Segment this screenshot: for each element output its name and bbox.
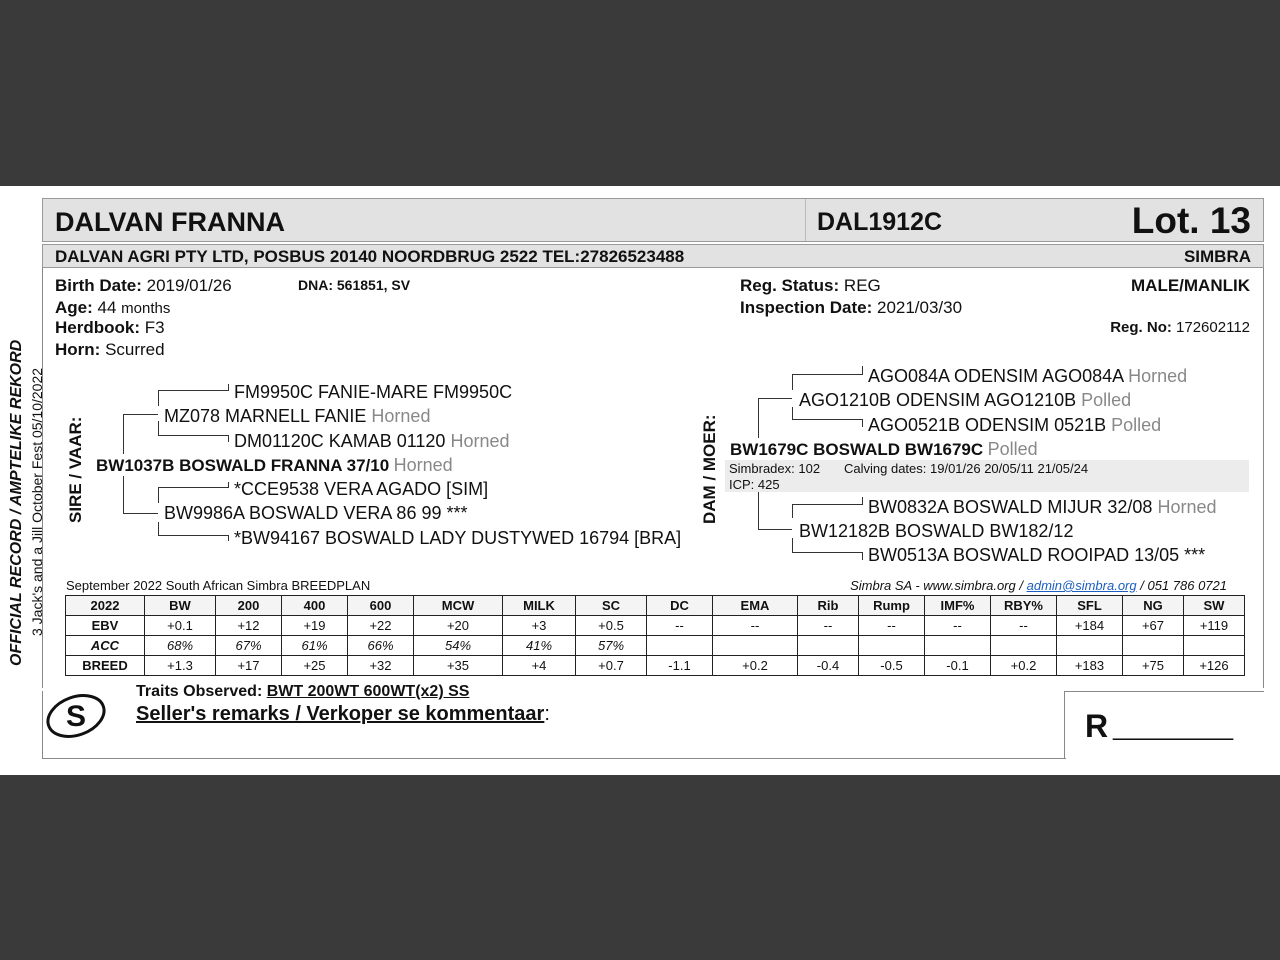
pedigree-line xyxy=(158,487,159,503)
dam-name xyxy=(730,439,1038,460)
traits-observed xyxy=(136,683,469,701)
table-cell: 41% xyxy=(503,636,576,656)
lot-number: Lot. 13 xyxy=(1131,200,1251,241)
table-cell: +0.5 xyxy=(576,616,647,636)
event-label: 3 Jack's and a Jill October Fest 05/10/2022 xyxy=(29,367,45,636)
sellers-remarks xyxy=(136,703,550,726)
pedigree-line xyxy=(792,374,862,375)
table-cell: +32 xyxy=(348,656,414,676)
dam-dam-dam: BW0513A BOSWALD ROOIPAD 13/05 *** xyxy=(868,545,1206,565)
reg-no-label: Reg. No: xyxy=(1110,319,1172,336)
sire-sire-dam-horn: Horned xyxy=(450,431,510,451)
table-header-row xyxy=(66,596,1245,616)
table-cell: +0.2 xyxy=(991,656,1057,676)
table-cell: BREED xyxy=(66,656,145,676)
table-cell: +25 xyxy=(282,656,348,676)
inspection-date-label: Inspection Date: xyxy=(740,298,873,317)
horn-label: Horn: xyxy=(55,340,101,359)
reg-no-value: 172602112 xyxy=(1176,319,1250,336)
table-cell: +0.7 xyxy=(576,656,647,676)
table-cell: -- xyxy=(647,616,713,636)
age-unit: months xyxy=(121,300,171,317)
dam-sire xyxy=(799,390,1131,411)
table-cell: +3 xyxy=(503,616,576,636)
table-cell: +12 xyxy=(216,616,282,636)
herdbook xyxy=(55,318,165,338)
herdbook-label: Herdbook: xyxy=(55,318,140,337)
dam-sire-name: AGO1210B ODENSIM AGO1210B xyxy=(799,390,1077,410)
table-cell: +0.2 xyxy=(713,656,798,676)
breed: SIMBRA xyxy=(1183,247,1251,266)
table-cell: -0.4 xyxy=(798,656,859,676)
table-cell: +19 xyxy=(282,616,348,636)
dam-horn: Polled xyxy=(987,439,1038,459)
table-cell: -0.1 xyxy=(925,656,991,676)
table-cell: +183 xyxy=(1057,656,1123,676)
sire-sire-dam-name: DM01120C KAMAB 01120 xyxy=(234,431,446,451)
icp: ICP: 425 xyxy=(729,477,780,492)
animal-name: DALVAN FRANNA xyxy=(55,207,285,237)
breedplan-caption: September 2022 South African Simbra BREEDPLAN xyxy=(66,578,371,593)
sire-dam-sire: *CCE9538 VERA AGADO [SIM] xyxy=(234,479,489,499)
pedigree-line xyxy=(123,414,124,454)
pedigree-line xyxy=(758,398,759,438)
age xyxy=(55,298,170,318)
dam-dam-sire-horn: Horned xyxy=(1157,497,1217,517)
table-header: BW xyxy=(145,596,216,616)
dam-sire-sire-horn: Horned xyxy=(1128,366,1188,386)
table-cell: +20 xyxy=(414,616,503,636)
pedigree-line xyxy=(792,504,862,505)
breeder-line: DALVAN AGRI PTY LTD, POSBUS 20140 NOORDBRUG 2522 TEL:27826523488 xyxy=(55,247,685,266)
pedigree-line xyxy=(123,414,158,415)
horn xyxy=(55,340,165,360)
pedigree-line xyxy=(158,390,228,391)
table-header: 600 xyxy=(348,596,414,616)
table-cell xyxy=(859,636,925,656)
table-cell: -0.5 xyxy=(859,656,925,676)
table-header: DC xyxy=(647,596,713,616)
dam-dam-sire xyxy=(868,497,1217,518)
table-cell: 57% xyxy=(576,636,647,656)
table-cell: +75 xyxy=(1123,656,1184,676)
breeder-bar xyxy=(42,244,1264,268)
table-header: MCW xyxy=(414,596,503,616)
table-header: Rib xyxy=(798,596,859,616)
dam-label: DAM / MOER: xyxy=(700,414,719,524)
dam-dam: BW12182B BOSWALD BW182/12 xyxy=(799,521,1074,541)
breedplan-table xyxy=(65,595,1245,676)
title-bar xyxy=(42,198,1264,242)
pedigree-line xyxy=(792,504,793,518)
table-cell: 67% xyxy=(216,636,282,656)
table-cell xyxy=(1123,636,1184,656)
sire-horn: Horned xyxy=(393,455,453,475)
simbra-logo-icon xyxy=(44,688,108,744)
table-cell: +67 xyxy=(1123,616,1184,636)
table-cell: -- xyxy=(798,616,859,636)
pedigree-line xyxy=(123,513,158,514)
sire-label: SIRE / VAAR: xyxy=(66,416,85,523)
pedigree-line xyxy=(158,522,159,536)
pedigree-line xyxy=(158,390,159,406)
table-header: Rump xyxy=(859,596,925,616)
table-cell xyxy=(925,636,991,656)
price-label: R xyxy=(1085,708,1109,744)
pedigree-line xyxy=(758,529,792,530)
sire-dam-dam: *BW94167 BOSWALD LADY DUSTYWED 16794 [BRA] xyxy=(234,528,682,548)
pedigree-line xyxy=(792,407,793,419)
pedigree-line xyxy=(862,552,863,560)
table-cell: 54% xyxy=(414,636,503,656)
table-cell: +17 xyxy=(216,656,282,676)
title-divider xyxy=(805,199,806,241)
table-cell: -- xyxy=(859,616,925,636)
inspection-date-value: 2021/03/30 xyxy=(876,298,963,317)
lot-card xyxy=(0,186,1280,775)
traits-value: BWT 200WT 600WT(x2) SS xyxy=(266,683,470,700)
reg-status xyxy=(740,276,881,296)
price-box xyxy=(1064,691,1264,759)
table-header: NG xyxy=(1123,596,1184,616)
dam-sire-sire xyxy=(868,366,1187,387)
table-header: 2022 xyxy=(66,596,145,616)
table-cell: +22 xyxy=(348,616,414,636)
pedigree-line xyxy=(792,538,793,552)
table-cell: +119 xyxy=(1184,616,1245,636)
sire-name-text: BW1037B BOSWALD FRANNA 37/10 xyxy=(96,456,390,475)
contact-suffix: / 051 786 0721 xyxy=(1140,578,1227,593)
price-blank[interactable]: _________ xyxy=(1113,714,1234,741)
pedigree-line xyxy=(758,492,759,530)
table-cell: +184 xyxy=(1057,616,1123,636)
dam-sire-sire-name: AGO084A ODENSIM AGO084A xyxy=(868,366,1124,386)
pedigree-line xyxy=(792,374,793,390)
official-record-label: OFFICIAL RECORD / AMPTELIKE REKORD xyxy=(8,339,25,666)
table-cell xyxy=(1184,636,1245,656)
pedigree-line xyxy=(123,476,124,514)
pedigree-line xyxy=(862,419,863,427)
sire-dam: BW9986A BOSWALD VERA 86 99 *** xyxy=(164,503,468,523)
remarks-colon: : xyxy=(544,703,550,725)
birth-date-value: 2019/01/26 xyxy=(146,276,232,295)
pedigree-line xyxy=(158,421,159,435)
contact-prefix: Simbra SA - www.simbra.org / xyxy=(850,578,1023,593)
simbradex: Simbradex: 102 xyxy=(729,461,821,476)
table-header: SW xyxy=(1184,596,1245,616)
table-row-acc xyxy=(66,636,1245,656)
sire-sire-dam xyxy=(234,431,510,452)
dam-sire-dam-horn: Polled xyxy=(1111,415,1162,435)
pedigree-line xyxy=(862,497,863,505)
table-cell: -- xyxy=(713,616,798,636)
sire-sire-sire: FM9950C FANIE-MARE FM9950C xyxy=(234,382,513,402)
table-cell: 68% xyxy=(145,636,216,656)
pedigree-line xyxy=(792,419,862,420)
table-cell: +35 xyxy=(414,656,503,676)
table-cell: +1.3 xyxy=(145,656,216,676)
table-cell xyxy=(647,636,713,656)
table-cell xyxy=(713,636,798,656)
logo-letter: S xyxy=(65,700,87,733)
table-header: EMA xyxy=(713,596,798,616)
pedigree-line xyxy=(792,552,862,553)
dam-stats-box xyxy=(725,460,1249,492)
calving-dates: Calving dates: 19/01/26 20/05/11 21/05/24 xyxy=(844,461,1089,476)
table-cell: -- xyxy=(925,616,991,636)
table-cell: +0.1 xyxy=(145,616,216,636)
table-cell xyxy=(1057,636,1123,656)
pedigree-line xyxy=(758,398,792,399)
inspection-date xyxy=(740,298,962,318)
email-link[interactable]: admin@simbra.org xyxy=(1026,578,1137,593)
table-cell: ACC xyxy=(66,636,145,656)
table-header: 400 xyxy=(282,596,348,616)
table-cell: +126 xyxy=(1184,656,1245,676)
pedigree-line xyxy=(158,535,228,536)
table-cell: -- xyxy=(991,616,1057,636)
sire-sire-name: MZ078 MARNELL FANIE xyxy=(164,406,367,426)
traits-label: Traits Observed: xyxy=(136,683,263,700)
dam-name-text: BW1679C BOSWALD BW1679C xyxy=(730,440,984,459)
reg-status-label: Reg. Status: xyxy=(740,276,840,295)
dam-sire-dam-name: AGO0521B ODENSIM 0521B xyxy=(868,415,1107,435)
dna-info: DNA: 561851, SV xyxy=(298,277,411,293)
table-row-breed xyxy=(66,656,1245,676)
birth-date xyxy=(55,276,232,296)
reg-no xyxy=(1110,319,1250,336)
horn-value: Scurred xyxy=(105,340,165,359)
age-label: Age: xyxy=(55,298,93,317)
sire-sire-horn: Horned xyxy=(371,406,431,426)
table-header: SFL xyxy=(1057,596,1123,616)
dam-dam-sire-name: BW0832A BOSWALD MIJUR 32/08 xyxy=(868,497,1153,517)
sire-sire xyxy=(164,406,430,427)
table-header: IMF% xyxy=(925,596,991,616)
dam-sire-dam xyxy=(868,415,1161,436)
table-cell: 61% xyxy=(282,636,348,656)
animal-id: DAL1912C xyxy=(817,208,943,236)
table-header: RBY% xyxy=(991,596,1057,616)
dam-sire-horn: Polled xyxy=(1081,390,1132,410)
table-cell: -1.1 xyxy=(647,656,713,676)
age-value: 44 xyxy=(97,298,117,317)
reg-status-value: REG xyxy=(843,276,881,295)
table-cell: +4 xyxy=(503,656,576,676)
remarks-label: Seller's remarks / Verkoper se kommentaar xyxy=(136,703,545,725)
table-row-ebv xyxy=(66,616,1245,636)
sire-name xyxy=(96,455,453,476)
table-cell xyxy=(991,636,1057,656)
herdbook-value: F3 xyxy=(144,318,165,337)
birth-date-label: Birth Date: xyxy=(55,276,142,295)
table-cell: 66% xyxy=(348,636,414,656)
breedplan-contact xyxy=(850,578,1227,593)
pedigree-line xyxy=(228,535,229,541)
pedigree-line xyxy=(862,366,863,375)
table-header: SC xyxy=(576,596,647,616)
pedigree-line xyxy=(228,384,229,391)
table-cell xyxy=(798,636,859,656)
table-header: MILK xyxy=(503,596,576,616)
table-header: 200 xyxy=(216,596,282,616)
sex: MALE/MANLIK xyxy=(1131,276,1250,295)
pedigree-line xyxy=(228,435,229,442)
pedigree-line xyxy=(228,482,229,488)
pedigree-line xyxy=(158,435,228,436)
pedigree-line xyxy=(158,487,228,488)
table-cell: EBV xyxy=(66,616,145,636)
